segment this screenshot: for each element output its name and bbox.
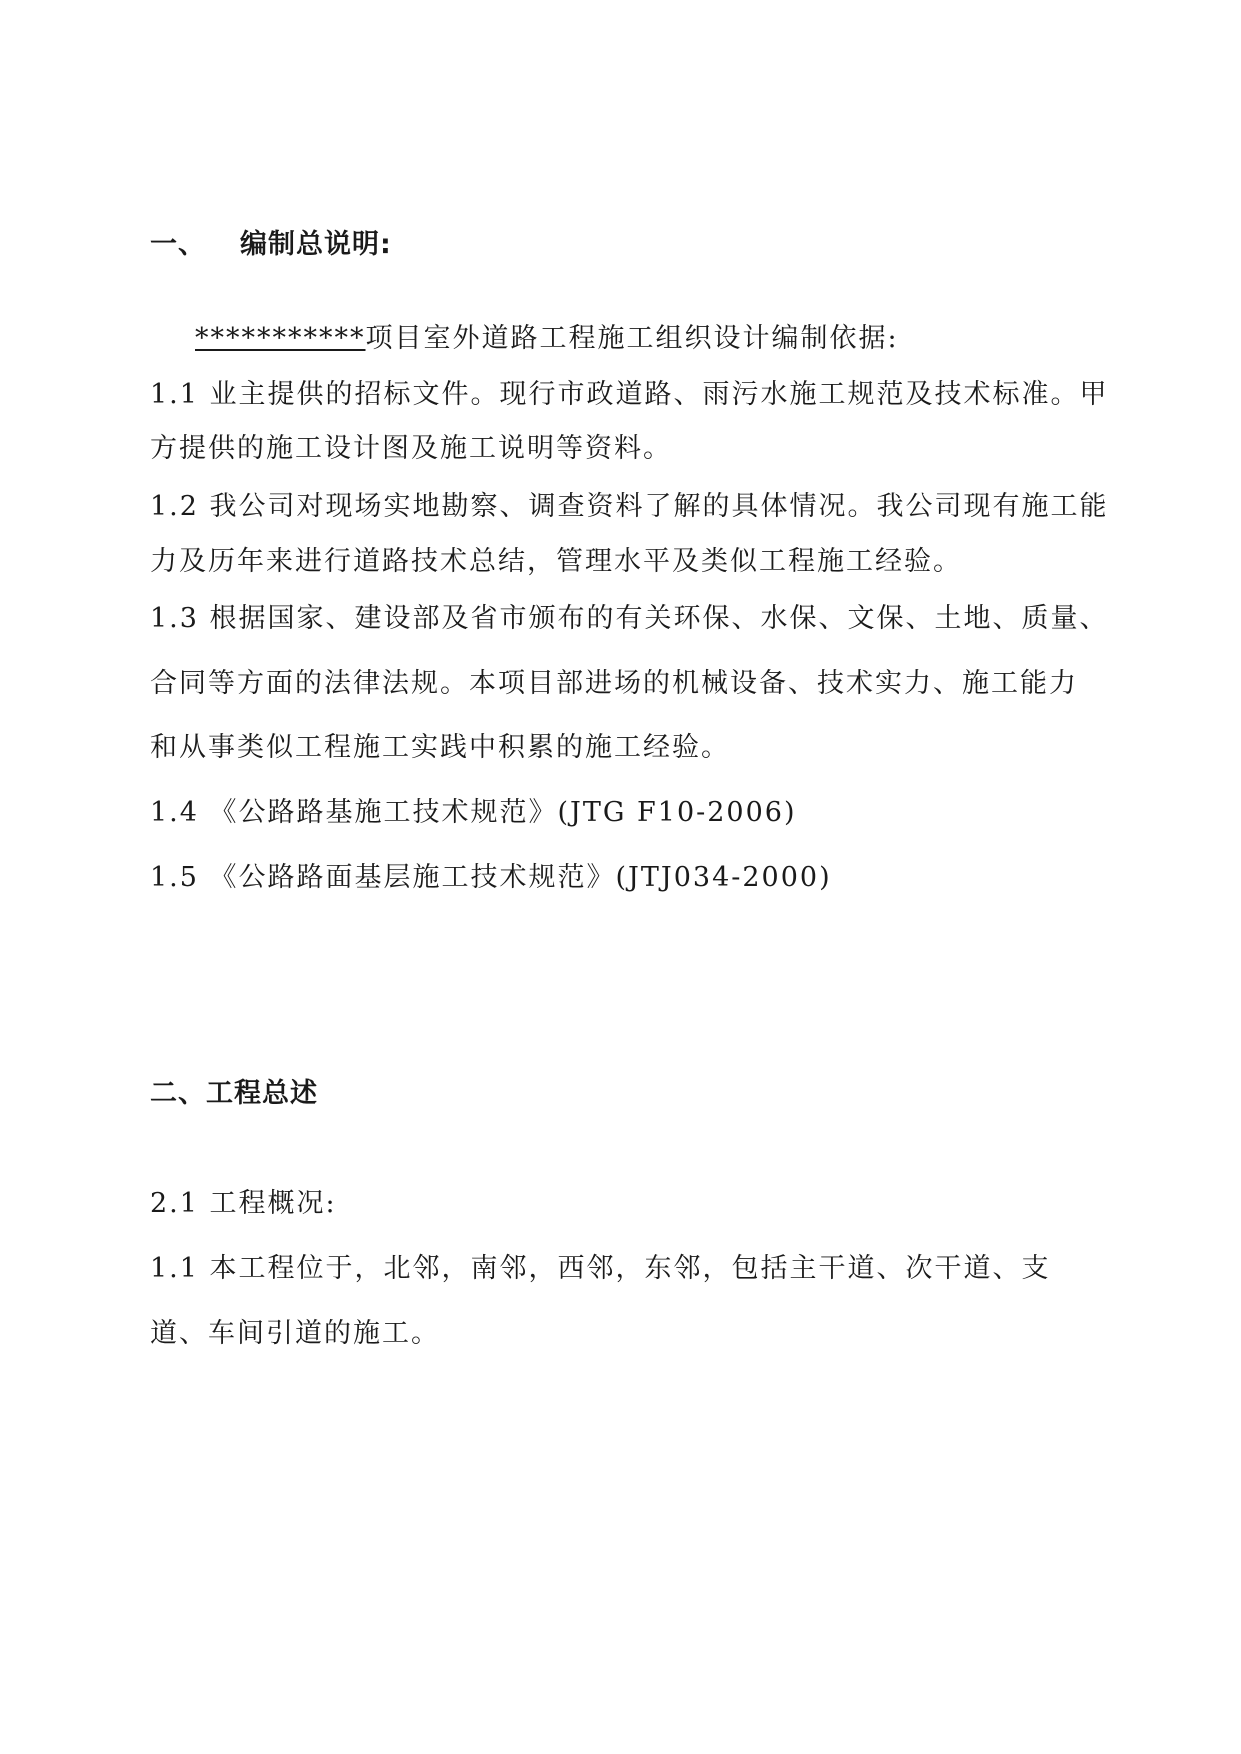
item-1-1-line2: 方提供的施工设计图及施工说明等资料。	[150, 433, 672, 464]
item-1-2-line1: 1.2 我公司对现场实地勘察、调查资料了解的具体情况。我公司现有施工能	[150, 491, 1109, 522]
item-1-3-line2: 合同等方面的法律法规。本项目部进场的机械设备、技术实力、施工能力	[150, 668, 1078, 699]
section-1-number: 一、	[150, 229, 206, 260]
section-2-1-line1: 1.1 本工程位于，北邻，南邻，西邻，东邻，包括主干道、次干道、支	[150, 1253, 1051, 1284]
section-2-heading: 二、工程总述	[150, 1078, 318, 1109]
section-2-1-line2: 道、车间引道的施工。	[150, 1318, 440, 1349]
intro-text: 项目室外道路工程施工组织设计编制依据:	[365, 323, 899, 354]
item-1-3-line3: 和从事类似工程施工实践中积累的施工经验。	[150, 732, 730, 763]
item-1-1-line1: 1.1 业主提供的招标文件。现行市政道路、雨污水施工规范及技术标准。甲	[150, 379, 1109, 410]
item-1-3-line1: 1.3 根据国家、建设部及省市颁布的有关环保、水保、文保、土地、质量、	[150, 603, 1109, 634]
section-1-title: 编制总说明:	[240, 229, 392, 260]
item-1-2-line2: 力及历年来进行道路技术总结，管理水平及类似工程施工经验。	[150, 546, 962, 577]
section-1-heading	[150, 222, 392, 261]
item-1-4: 1.4 《公路路基施工技术规范》(JTG F10-2006)	[150, 797, 797, 828]
item-1-5: 1.5 《公路路面基层施工技术规范》(JTJ034-2000)	[150, 862, 832, 893]
section-2-1-heading: 2.1 工程概况:	[150, 1188, 337, 1219]
project-name-masked: ***********	[195, 323, 366, 354]
intro-line	[195, 316, 1145, 355]
